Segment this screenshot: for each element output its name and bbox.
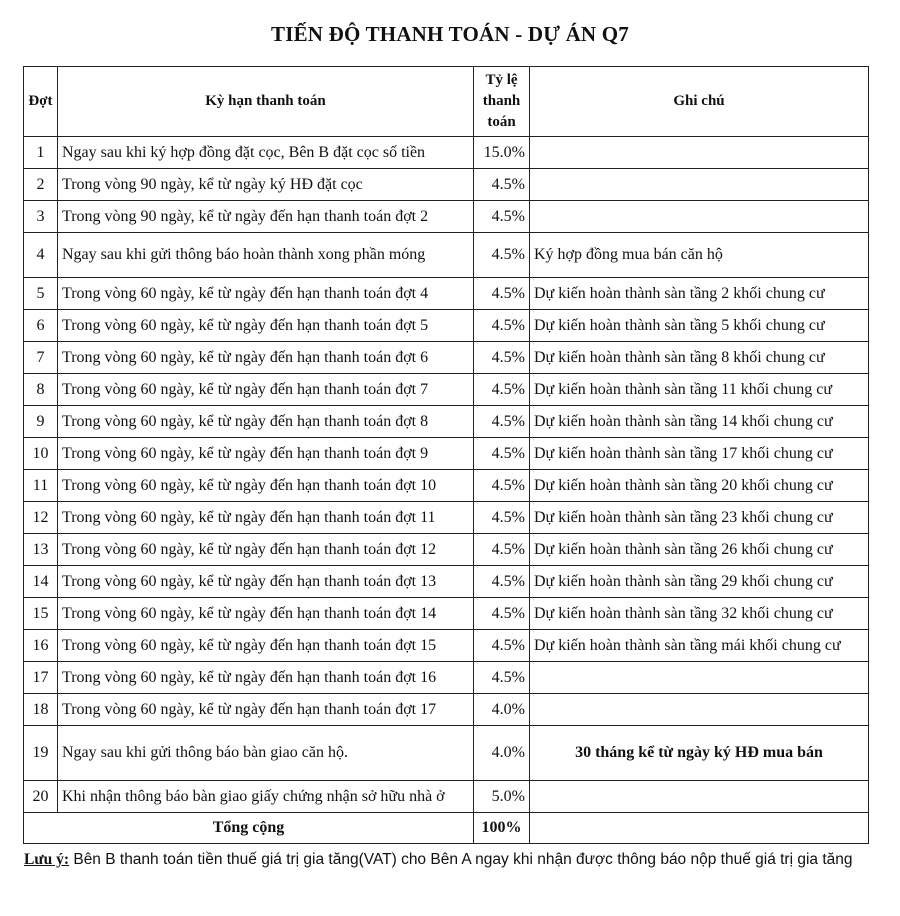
row-term: Trong vòng 90 ngày, kể từ ngày ký HĐ đặt cọc <box>58 169 474 201</box>
row-note: Dự kiến hoàn thành sàn tầng 5 khối chung cư <box>530 310 869 342</box>
row-term: Trong vòng 60 ngày, kể từ ngày đến hạn thanh toán đợt 9 <box>58 438 474 470</box>
row-number: 1 <box>24 137 58 169</box>
footnote-text: Bên B thanh toán tiền thuế giá trị gia tăng(VAT) cho Bên A ngay khi nhận được thông báo nộp thuế giá trị gia tăng <box>69 851 853 868</box>
row-term: Trong vòng 60 ngày, kể từ ngày đến hạn thanh toán đợt 10 <box>58 470 474 502</box>
row-term: Trong vòng 60 ngày, kể từ ngày đến hạn thanh toán đợt 11 <box>58 502 474 534</box>
row-note: Dự kiến hoàn thành sàn tầng 26 khối chung cư <box>530 534 869 566</box>
row-note: Dự kiến hoàn thành sàn tầng mái khối chung cư <box>530 630 869 662</box>
row-note: Dự kiến hoàn thành sàn tầng 23 khối chung cư <box>530 502 869 534</box>
row-term: Trong vòng 60 ngày, kể từ ngày đến hạn thanh toán đợt 8 <box>58 406 474 438</box>
row-note <box>530 694 869 726</box>
row-term: Ngay sau khi gửi thông báo bàn giao căn hộ. <box>58 726 474 781</box>
row-number: 12 <box>24 502 58 534</box>
row-rate: 4.5% <box>474 278 530 310</box>
row-number: 10 <box>24 438 58 470</box>
row-term: Ngay sau khi ký hợp đồng đặt cọc, Bên B đặt cọc số tiền <box>58 137 474 169</box>
row-note: Dự kiến hoàn thành sàn tầng 2 khối chung cư <box>530 278 869 310</box>
payment-schedule-table <box>23 66 869 844</box>
row-rate: 4.5% <box>474 233 530 278</box>
row-term: Ngay sau khi gửi thông báo hoàn thành xong phần móng <box>58 233 474 278</box>
row-rate: 5.0% <box>474 781 530 813</box>
row-number: 7 <box>24 342 58 374</box>
row-rate: 4.5% <box>474 502 530 534</box>
row-rate: 4.5% <box>474 310 530 342</box>
row-number: 8 <box>24 374 58 406</box>
row-term: Khi nhận thông báo bàn giao giấy chứng nhận sở hữu nhà ở <box>58 781 474 813</box>
row-rate: 4.0% <box>474 694 530 726</box>
table-row <box>24 694 869 726</box>
table-row <box>24 781 869 813</box>
row-rate: 4.5% <box>474 598 530 630</box>
row-rate: 4.0% <box>474 726 530 781</box>
header-rate-line1: Tỷ lệ <box>485 72 518 88</box>
row-note: Dự kiến hoàn thành sàn tầng 32 khối chung cư <box>530 598 869 630</box>
header-rate-line3: toán <box>487 114 516 130</box>
row-rate: 4.5% <box>474 201 530 233</box>
table-row <box>24 342 869 374</box>
total-rate: 100% <box>474 813 530 844</box>
row-number: 14 <box>24 566 58 598</box>
row-term: Trong vòng 60 ngày, kể từ ngày đến hạn thanh toán đợt 15 <box>58 630 474 662</box>
row-rate: 4.5% <box>474 438 530 470</box>
table-row <box>24 233 869 278</box>
row-note <box>530 201 869 233</box>
total-row <box>24 813 869 844</box>
table-header-row <box>24 67 869 137</box>
row-number: 20 <box>24 781 58 813</box>
footnote <box>24 851 853 869</box>
total-note <box>530 813 869 844</box>
row-note <box>530 169 869 201</box>
row-rate: 15.0% <box>474 137 530 169</box>
row-number: 18 <box>24 694 58 726</box>
row-term: Trong vòng 60 ngày, kể từ ngày đến hạn thanh toán đợt 13 <box>58 566 474 598</box>
row-term: Trong vòng 60 ngày, kể từ ngày đến hạn thanh toán đợt 6 <box>58 342 474 374</box>
row-note <box>530 662 869 694</box>
row-rate: 4.5% <box>474 566 530 598</box>
table-row <box>24 726 869 781</box>
row-note <box>530 781 869 813</box>
row-term: Trong vòng 60 ngày, kể từ ngày đến hạn thanh toán đợt 5 <box>58 310 474 342</box>
row-rate: 4.5% <box>474 630 530 662</box>
row-number: 17 <box>24 662 58 694</box>
row-number: 13 <box>24 534 58 566</box>
footnote-label: Lưu ý: <box>24 851 70 868</box>
table-row <box>24 662 869 694</box>
row-note: Dự kiến hoàn thành sàn tầng 17 khối chung cư <box>530 438 869 470</box>
table-body <box>24 137 869 813</box>
row-note <box>530 137 869 169</box>
row-term: Trong vòng 60 ngày, kể từ ngày đến hạn thanh toán đợt 17 <box>58 694 474 726</box>
row-number: 19 <box>24 726 58 781</box>
table-row <box>24 201 869 233</box>
header-rate <box>474 67 530 137</box>
header-term: Kỳ hạn thanh toán <box>58 67 474 137</box>
table-row <box>24 534 869 566</box>
row-term: Trong vòng 60 ngày, kể từ ngày đến hạn thanh toán đợt 4 <box>58 278 474 310</box>
table-row <box>24 278 869 310</box>
table-row <box>24 502 869 534</box>
row-note: Dự kiến hoàn thành sàn tầng 11 khối chung cư <box>530 374 869 406</box>
row-term: Trong vòng 90 ngày, kể từ ngày đến hạn thanh toán đợt 2 <box>58 201 474 233</box>
row-rate: 4.5% <box>474 342 530 374</box>
table-row <box>24 374 869 406</box>
row-number: 11 <box>24 470 58 502</box>
row-number: 5 <box>24 278 58 310</box>
row-number: 2 <box>24 169 58 201</box>
table-row <box>24 310 869 342</box>
row-note: Dự kiến hoàn thành sàn tầng 14 khối chung cư <box>530 406 869 438</box>
page-title: TIẾN ĐỘ THANH TOÁN - DỰ ÁN Q7 <box>271 22 629 46</box>
table-row <box>24 406 869 438</box>
row-number: 9 <box>24 406 58 438</box>
row-term: Trong vòng 60 ngày, kể từ ngày đến hạn thanh toán đợt 12 <box>58 534 474 566</box>
row-rate: 4.5% <box>474 470 530 502</box>
row-term: Trong vòng 60 ngày, kể từ ngày đến hạn thanh toán đợt 14 <box>58 598 474 630</box>
total-label: Tổng cộng <box>24 813 474 844</box>
row-number: 3 <box>24 201 58 233</box>
row-note: Dự kiến hoàn thành sàn tầng 20 khối chung cư <box>530 470 869 502</box>
row-note: 30 tháng kể từ ngày ký HĐ mua bán <box>530 726 869 781</box>
table-row <box>24 438 869 470</box>
row-rate: 4.5% <box>474 406 530 438</box>
header-rate-line2: thanh <box>482 93 521 109</box>
row-rate: 4.5% <box>474 169 530 201</box>
table-row <box>24 630 869 662</box>
row-number: 16 <box>24 630 58 662</box>
row-number: 15 <box>24 598 58 630</box>
table-row <box>24 470 869 502</box>
row-term: Trong vòng 60 ngày, kể từ ngày đến hạn thanh toán đợt 16 <box>58 662 474 694</box>
table-row <box>24 598 869 630</box>
row-rate: 4.5% <box>474 534 530 566</box>
table-row <box>24 137 869 169</box>
row-number: 6 <box>24 310 58 342</box>
row-note: Dự kiến hoàn thành sàn tầng 29 khối chung cư <box>530 566 869 598</box>
row-note: Ký hợp đồng mua bán căn hộ <box>530 233 869 278</box>
row-term: Trong vòng 60 ngày, kể từ ngày đến hạn thanh toán đợt 7 <box>58 374 474 406</box>
table-row <box>24 566 869 598</box>
row-rate: 4.5% <box>474 374 530 406</box>
row-number: 4 <box>24 233 58 278</box>
header-note: Ghi chú <box>530 67 869 137</box>
table-row <box>24 169 869 201</box>
header-dot: Đợt <box>24 67 58 137</box>
row-rate: 4.5% <box>474 662 530 694</box>
row-note: Dự kiến hoàn thành sàn tầng 8 khối chung cư <box>530 342 869 374</box>
